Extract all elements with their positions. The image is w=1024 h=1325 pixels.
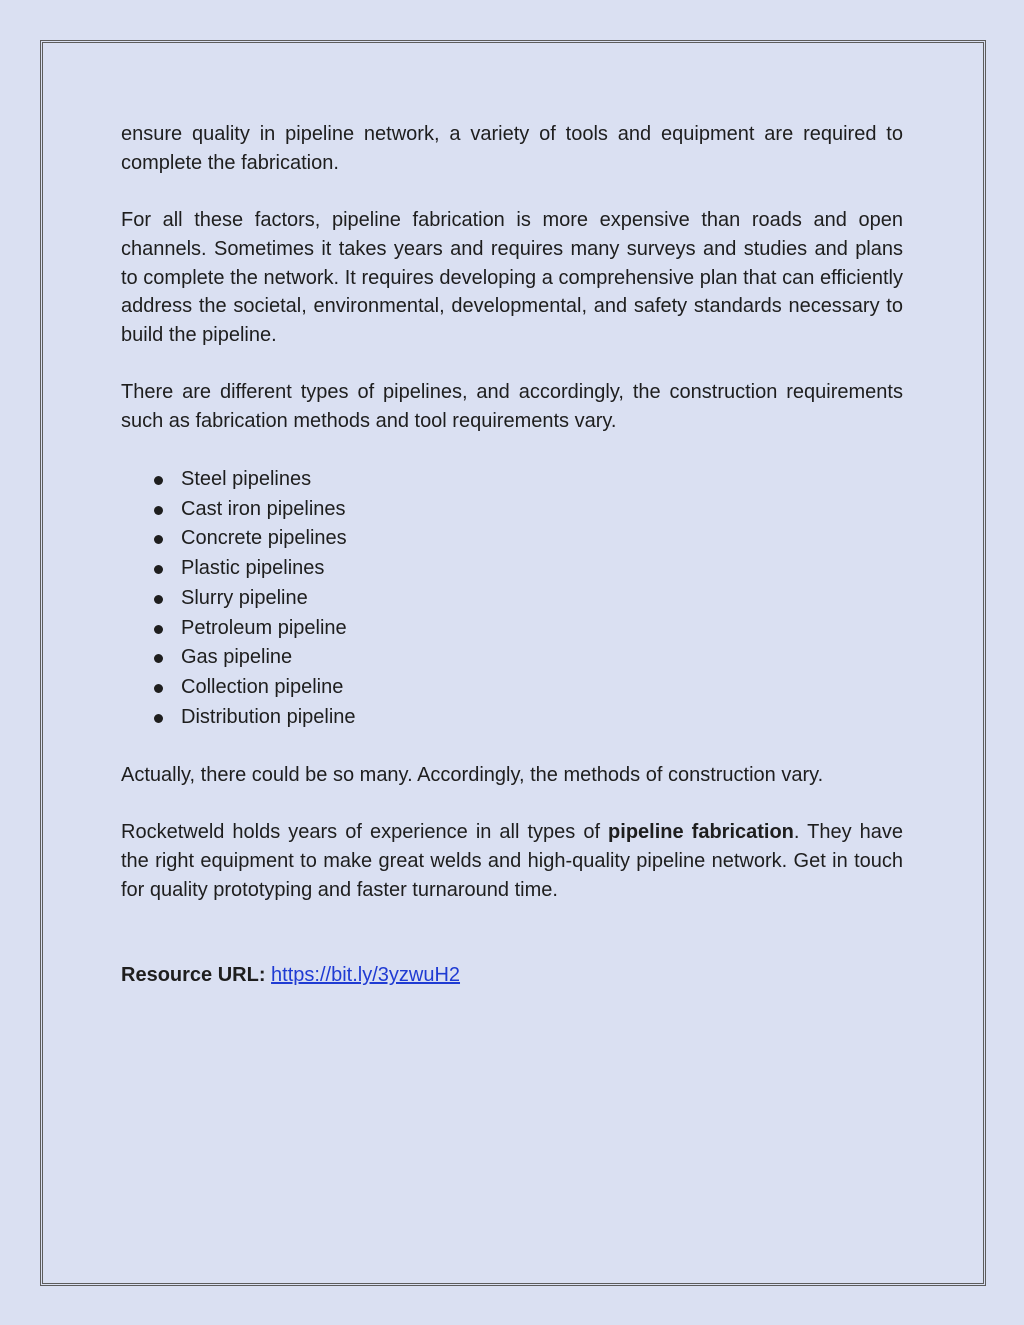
bullet-icon (154, 595, 163, 604)
list-item-label: Petroleum pipeline (181, 616, 347, 639)
list-item (121, 495, 903, 525)
rocketweld-text-start: Rocketweld holds years of experience in all types of (121, 821, 609, 844)
list-item-label: Concrete pipelines (181, 527, 347, 550)
rocketweld-text-end: . They have the right equipment to make great welds and high-quality pipeline network. Get in touch for quality prototyping and faster turnaround time. (121, 821, 903, 901)
list-item (121, 465, 903, 495)
pipeline-fabrication-keyword: pipeline fabrication (608, 821, 794, 844)
list-item-label: Distribution pipeline (181, 706, 356, 729)
bullet-icon (154, 654, 163, 663)
bullet-icon (154, 506, 163, 515)
paragraph-rocketweld (121, 818, 903, 904)
list-item (121, 584, 903, 614)
paragraph-actually: Actually, there could be so many. Accordingly, the methods of construction vary. (121, 763, 824, 786)
resource-link[interactable]: https://bit.ly/3yzwuH2 (271, 964, 461, 987)
bullet-icon (154, 714, 163, 723)
list-item (121, 703, 903, 733)
list-item-label: Collection pipeline (181, 676, 344, 699)
document-body (121, 120, 903, 990)
paragraph-quality: ensure quality in pipeline network, a variety of tools and equipment are required to complete the fabrication. (121, 123, 903, 174)
bullet-icon (154, 535, 163, 544)
paragraph-factors: For all these factors, pipeline fabrication is more expensive than roads and open channels. Sometimes it takes years and requires many surveys and studies and plans to complete the network. It requires developing a comprehensive plan that can efficiently address the societal, environmental, developmental, and safety standards necessary to build the pipeline. (121, 209, 903, 346)
bullet-icon (154, 625, 163, 634)
list-item-label: Slurry pipeline (181, 586, 308, 609)
list-item-label: Cast iron pipelines (181, 497, 346, 520)
bullet-icon (154, 476, 163, 485)
resource-line (121, 961, 903, 990)
pipeline-types-list (121, 465, 903, 733)
resource-label: Resource URL: (121, 964, 266, 987)
bullet-icon (154, 565, 163, 574)
list-item-label: Gas pipeline (181, 646, 293, 669)
list-item-label: Steel pipelines (181, 467, 312, 490)
list-item (121, 643, 903, 673)
list-item (121, 524, 903, 554)
list-item-label: Plastic pipelines (181, 557, 325, 580)
paragraph-types: There are different types of pipelines, and accordingly, the construction requirements such as fabrication methods and tool requirements vary. (121, 381, 903, 432)
bullet-icon (154, 684, 163, 693)
list-item (121, 673, 903, 703)
list-item (121, 554, 903, 584)
list-item (121, 614, 903, 644)
